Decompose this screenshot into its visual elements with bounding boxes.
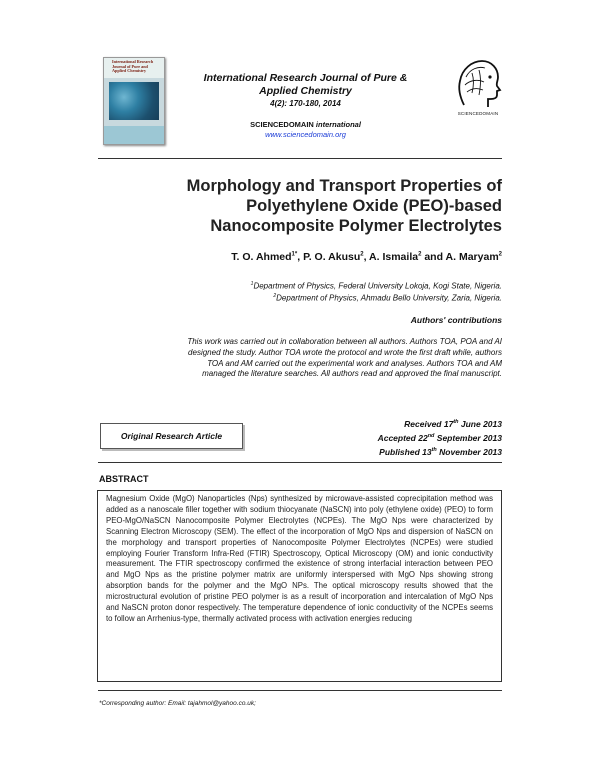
publisher-logo-icon bbox=[452, 55, 502, 111]
footnote-divider bbox=[98, 690, 502, 691]
author-name: A. Ismaila bbox=[369, 251, 419, 263]
publisher-name bbox=[178, 120, 433, 129]
affiliation-2 bbox=[120, 293, 502, 303]
contributions-line: managed the literature searches. All authors read and approved the final manuscript. bbox=[202, 369, 502, 379]
date-text: November 2013 bbox=[436, 446, 502, 457]
date-ordinal: nd bbox=[427, 432, 435, 439]
author-name: T. O. Ahmed bbox=[231, 251, 292, 263]
abstract-box bbox=[97, 490, 502, 682]
cover-title-line: Applied Chemistry bbox=[112, 68, 147, 74]
abstract-heading: ABSTRACT bbox=[99, 474, 149, 484]
affiliation-mark: 2 bbox=[273, 293, 277, 299]
affiliation-1 bbox=[120, 281, 502, 291]
author-affiliation-mark: 1* bbox=[291, 251, 298, 258]
affiliation-text: Department of Physics, Ahmadu Bello University, Zaria, Nigeria. bbox=[276, 293, 502, 303]
date-text: September 2013 bbox=[434, 432, 502, 443]
received-date bbox=[300, 416, 502, 430]
contributions-text bbox=[108, 337, 502, 380]
author-list: T. O. Ahmed$^{1*}$, P. O. Akusu$^2$, A. Ismaila$^2$ and A. Maryam$^2$ bbox=[231, 251, 502, 263]
journal-name bbox=[178, 72, 433, 98]
corresponding-author-footnote: *Corresponding author: Email: tajahmol@yahoo.co.uk; bbox=[99, 700, 256, 707]
contributions-line: designed the study. Author TOA wrote the protocol and wrote the first draft while, authors bbox=[188, 347, 502, 357]
author-name: A. Maryam bbox=[445, 251, 499, 263]
cover-title-line: Journal of Pure and bbox=[112, 63, 148, 69]
publisher-logo-text: SCIENCEDOMAIN bbox=[457, 111, 499, 116]
abstract-text: Magnesium Oxide (MgO) Nanoparticles (Nps) synthesized by microwave-assisted coprecipitation method was added as a nanoscale filler together with sodium thiocyanate (NaSCN) into poly (ethylene oxide) (PEO) to form PEO-MgO/NaSCN Nanocomposite Polymer Electrolytes (NCPEs). The MgO Nps were characterized by Scanning Electron Microscopy (SEM). The effect of the incorporation of MgO Nps and dispersion of NaSCN on the morphology and transport properties of Nanocomposite Polymer Electrolytes (NCPEs) were studied employing Fourier Transform Infra-Red (FTIR) Spectroscopy, Optical Microscopy (OM) and ionic conductivity measurement. The FTIR spectroscopy confirmed the existence of strong interfacial interaction between PEO and MgO Nps as the pristine polymer matrix are uniformly interspersed with MgO Nps showing strong absorption bands for the polymer and the MgO NPs. The optical microscopy results showed that the microstructural evolution of pristine PEO polymer is as a result of incorporation and intercalation of MgO Nps and NaSCN proton donor respectively. The temperature dependence of ionic conductivity of the NCPEs seems to follow an Arrhenius-type, thermally activated process with activation energies reducing bbox=[106, 494, 493, 623]
date-text: Received 17 bbox=[404, 418, 454, 429]
journal-name-line1: International Research Journal of Pure & bbox=[203, 72, 408, 84]
article-title-line3: Nanocomposite Polymer Electrolytes bbox=[210, 217, 502, 235]
date-text: June 2013 bbox=[458, 418, 502, 429]
publisher-name-italic: international bbox=[315, 120, 361, 129]
header-divider bbox=[98, 158, 502, 159]
publication-dates bbox=[300, 416, 502, 457]
cover-title bbox=[112, 60, 162, 74]
cover-footer-band bbox=[104, 126, 164, 144]
publisher-website-link[interactable]: www.sciencedomain.org bbox=[265, 130, 346, 139]
journal-issue: 4(2): 170-180, 2014 bbox=[270, 99, 341, 108]
contributions-line: TOA and AM carried out the experimental work and analyses. Authors TOA and AM bbox=[207, 358, 502, 368]
date-ordinal: th bbox=[453, 419, 459, 425]
author-affiliation-mark: 2 bbox=[498, 251, 502, 258]
published-date bbox=[300, 444, 502, 458]
date-ordinal: th bbox=[431, 446, 437, 453]
affiliation-text: Department of Physics, Federal University Lokoja, Kogi State, Nigeria. bbox=[253, 281, 502, 291]
author-affiliation-mark: 2 bbox=[360, 251, 364, 258]
accepted-date bbox=[300, 430, 502, 444]
contributions-heading: Authors' contributions bbox=[410, 315, 502, 325]
abstract-divider bbox=[98, 462, 502, 463]
journal-cover-image bbox=[103, 57, 165, 145]
contributions-line: This work was carried out in collaboration between all authors. Authors TOA, POA and AI bbox=[187, 337, 502, 346]
publisher-name-bold: SCIENCEDOMAIN bbox=[250, 120, 314, 129]
author-name: P. O. Akusu bbox=[303, 251, 361, 263]
article-title-line1: Morphology and Transport Properties of bbox=[186, 177, 502, 195]
article-type-badge: Original Research Article bbox=[100, 423, 243, 449]
date-text: Published 13 bbox=[379, 446, 432, 457]
article-title-line2: Polyethylene Oxide (PEO)-based bbox=[246, 197, 502, 215]
author-affiliation-mark: 2 bbox=[418, 251, 422, 258]
affiliation-mark: 1 bbox=[250, 281, 254, 287]
cover-artwork bbox=[109, 82, 159, 120]
cover-title-line: International Research bbox=[112, 59, 154, 64]
journal-name-line2: Applied Chemistry bbox=[259, 85, 352, 97]
date-text: Accepted 22 bbox=[377, 432, 428, 443]
article-title bbox=[118, 176, 502, 236]
